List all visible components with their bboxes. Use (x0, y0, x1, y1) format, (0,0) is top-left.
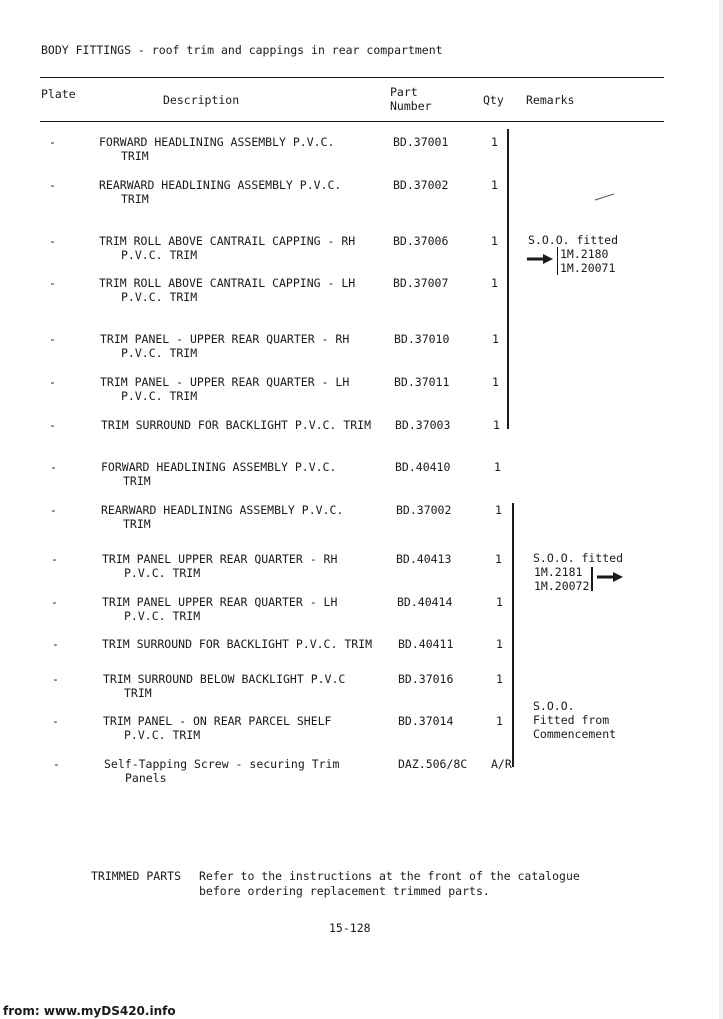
remarks-bracket (591, 567, 593, 591)
row-qty: 1 (492, 375, 499, 389)
group-bracket-line (507, 129, 509, 429)
row-plate: - (50, 503, 57, 517)
row-description-cont: P.V.C. TRIM (124, 728, 201, 742)
row-description: TRIM PANEL - UPPER REAR QUARTER - LH (100, 375, 350, 389)
row-part-number: BD.37011 (394, 375, 450, 389)
row-part-number: BD.37007 (393, 276, 449, 290)
row-description-cont: TRIM (124, 686, 152, 700)
remarks-serial: 1M.20071 (557, 261, 615, 275)
row-description: REARWARD HEADLINING ASSEMBLY P.V.C. (101, 503, 344, 517)
row-plate: - (49, 276, 56, 290)
header-part-number: Number (390, 99, 432, 113)
row-plate: - (49, 375, 56, 389)
row-plate: - (52, 672, 59, 686)
row-qty: 1 (493, 418, 500, 432)
row-description: TRIM SURROUND BELOW BACKLIGHT P.V.C (103, 672, 346, 686)
row-description-cont: P.V.C. TRIM (124, 609, 201, 623)
row-part-number: BD.37002 (393, 178, 449, 192)
row-qty: 1 (491, 276, 498, 290)
row-qty: 1 (494, 460, 501, 474)
row-plate: - (49, 418, 56, 432)
row-qty: 1 (491, 178, 498, 192)
row-description-cont: P.V.C. TRIM (121, 346, 198, 360)
row-plate: - (49, 234, 56, 248)
row-description-cont: Panels (125, 771, 167, 785)
row-description-cont: P.V.C. TRIM (121, 389, 198, 403)
header-bottom-rule (40, 121, 664, 122)
row-qty: 1 (491, 135, 498, 149)
row-plate: - (53, 757, 60, 771)
row-part-number: BD.37014 (398, 714, 454, 728)
header-description: Description (163, 93, 240, 107)
row-description-cont: P.V.C. TRIM (121, 248, 198, 262)
row-qty: 1 (491, 234, 498, 248)
row-description-cont: P.V.C. TRIM (124, 566, 201, 580)
remarks-line: Commencement (533, 727, 617, 741)
row-qty: 1 (495, 552, 502, 566)
header-qty: Qty (483, 93, 504, 107)
remarks-line: S.O.O. fitted (528, 233, 619, 247)
row-description: REARWARD HEADLINING ASSEMBLY P.V.C. (99, 178, 342, 192)
row-part-number: BD.37016 (398, 672, 454, 686)
row-qty: 1 (492, 332, 499, 346)
row-qty: 1 (496, 637, 503, 651)
pencil-mark (594, 192, 616, 202)
row-part-number: BD.37002 (396, 503, 452, 517)
row-plate: - (49, 332, 56, 346)
row-part-number: BD.40413 (396, 552, 452, 566)
row-description: FORWARD HEADLINING ASSEMBLY P.V.C. (99, 135, 335, 149)
trimmed-parts-note: Refer to the instructions at the front of the catalogue (199, 869, 580, 883)
row-part-number: BD.37003 (395, 418, 451, 432)
row-description: TRIM ROLL ABOVE CANTRAIL CAPPING - LH (99, 276, 356, 290)
row-plate: - (51, 552, 58, 566)
remarks-line: S.O.O. (533, 699, 575, 713)
header-part: Part (390, 85, 418, 99)
row-part-number: BD.37001 (393, 135, 449, 149)
row-qty: 1 (496, 714, 503, 728)
row-description-cont: P.V.C. TRIM (121, 290, 198, 304)
row-part-number: BD.40414 (397, 595, 453, 609)
row-plate: - (51, 595, 58, 609)
row-description: TRIM PANEL - ON REAR PARCEL SHELF (103, 714, 332, 728)
remarks-serial: 1M.2180 (557, 247, 608, 261)
row-description-cont: TRIM (123, 517, 151, 531)
row-description: TRIM PANEL - UPPER REAR QUARTER - RH (100, 332, 350, 346)
remarks-serial: 1M.20072 (534, 579, 590, 593)
trimmed-parts-note: before ordering replacement trimmed parts. (199, 884, 490, 898)
row-qty: 1 (496, 672, 503, 686)
row-plate: - (49, 135, 56, 149)
arrow-right-icon (527, 254, 553, 264)
row-description: Self-Tapping Screw - securing Trim (104, 757, 340, 771)
header-remarks: Remarks (526, 93, 575, 107)
row-description: FORWARD HEADLINING ASSEMBLY P.V.C. (101, 460, 337, 474)
row-plate: - (52, 714, 59, 728)
trimmed-parts-label: TRIMMED PARTS (91, 869, 182, 883)
row-part-number: BD.40411 (398, 637, 454, 651)
row-description-cont: TRIM (123, 474, 151, 488)
group-bracket-line (512, 503, 514, 767)
row-description: TRIM SURROUND FOR BACKLIGHT P.V.C. TRIM (101, 418, 372, 432)
row-part-number: DAZ.506/8C (398, 757, 468, 771)
arrow-right-icon (597, 572, 623, 582)
source-watermark: from: www.myDS420.info (3, 1004, 176, 1018)
row-part-number: BD.37006 (393, 234, 449, 248)
page-title: BODY FITTINGS - roof trim and cappings in rear compartment (41, 43, 443, 57)
header-top-rule (40, 77, 664, 78)
row-description: TRIM ROLL ABOVE CANTRAIL CAPPING - RH (99, 234, 356, 248)
row-part-number: BD.40410 (395, 460, 451, 474)
row-plate: - (49, 178, 56, 192)
header-plate: Plate (41, 87, 76, 101)
row-description: TRIM PANEL UPPER REAR QUARTER - RH (102, 552, 338, 566)
page-number: 15-128 (329, 921, 371, 935)
row-description-cont: TRIM (121, 149, 149, 163)
remarks-line: S.O.O. fitted (533, 551, 624, 565)
row-part-number: BD.37010 (394, 332, 450, 346)
row-description-cont: TRIM (121, 192, 149, 206)
scan-edge (719, 0, 723, 1019)
row-plate: - (50, 460, 57, 474)
remarks-line: Fitted from (533, 713, 610, 727)
row-qty: A/R (491, 757, 512, 771)
remarks-serial: 1M.2181 (534, 565, 583, 579)
row-qty: 1 (496, 595, 503, 609)
row-qty: 1 (495, 503, 502, 517)
row-description: TRIM PANEL UPPER REAR QUARTER - LH (102, 595, 338, 609)
row-description: TRIM SURROUND FOR BACKLIGHT P.V.C. TRIM (102, 637, 373, 651)
row-plate: - (52, 637, 59, 651)
